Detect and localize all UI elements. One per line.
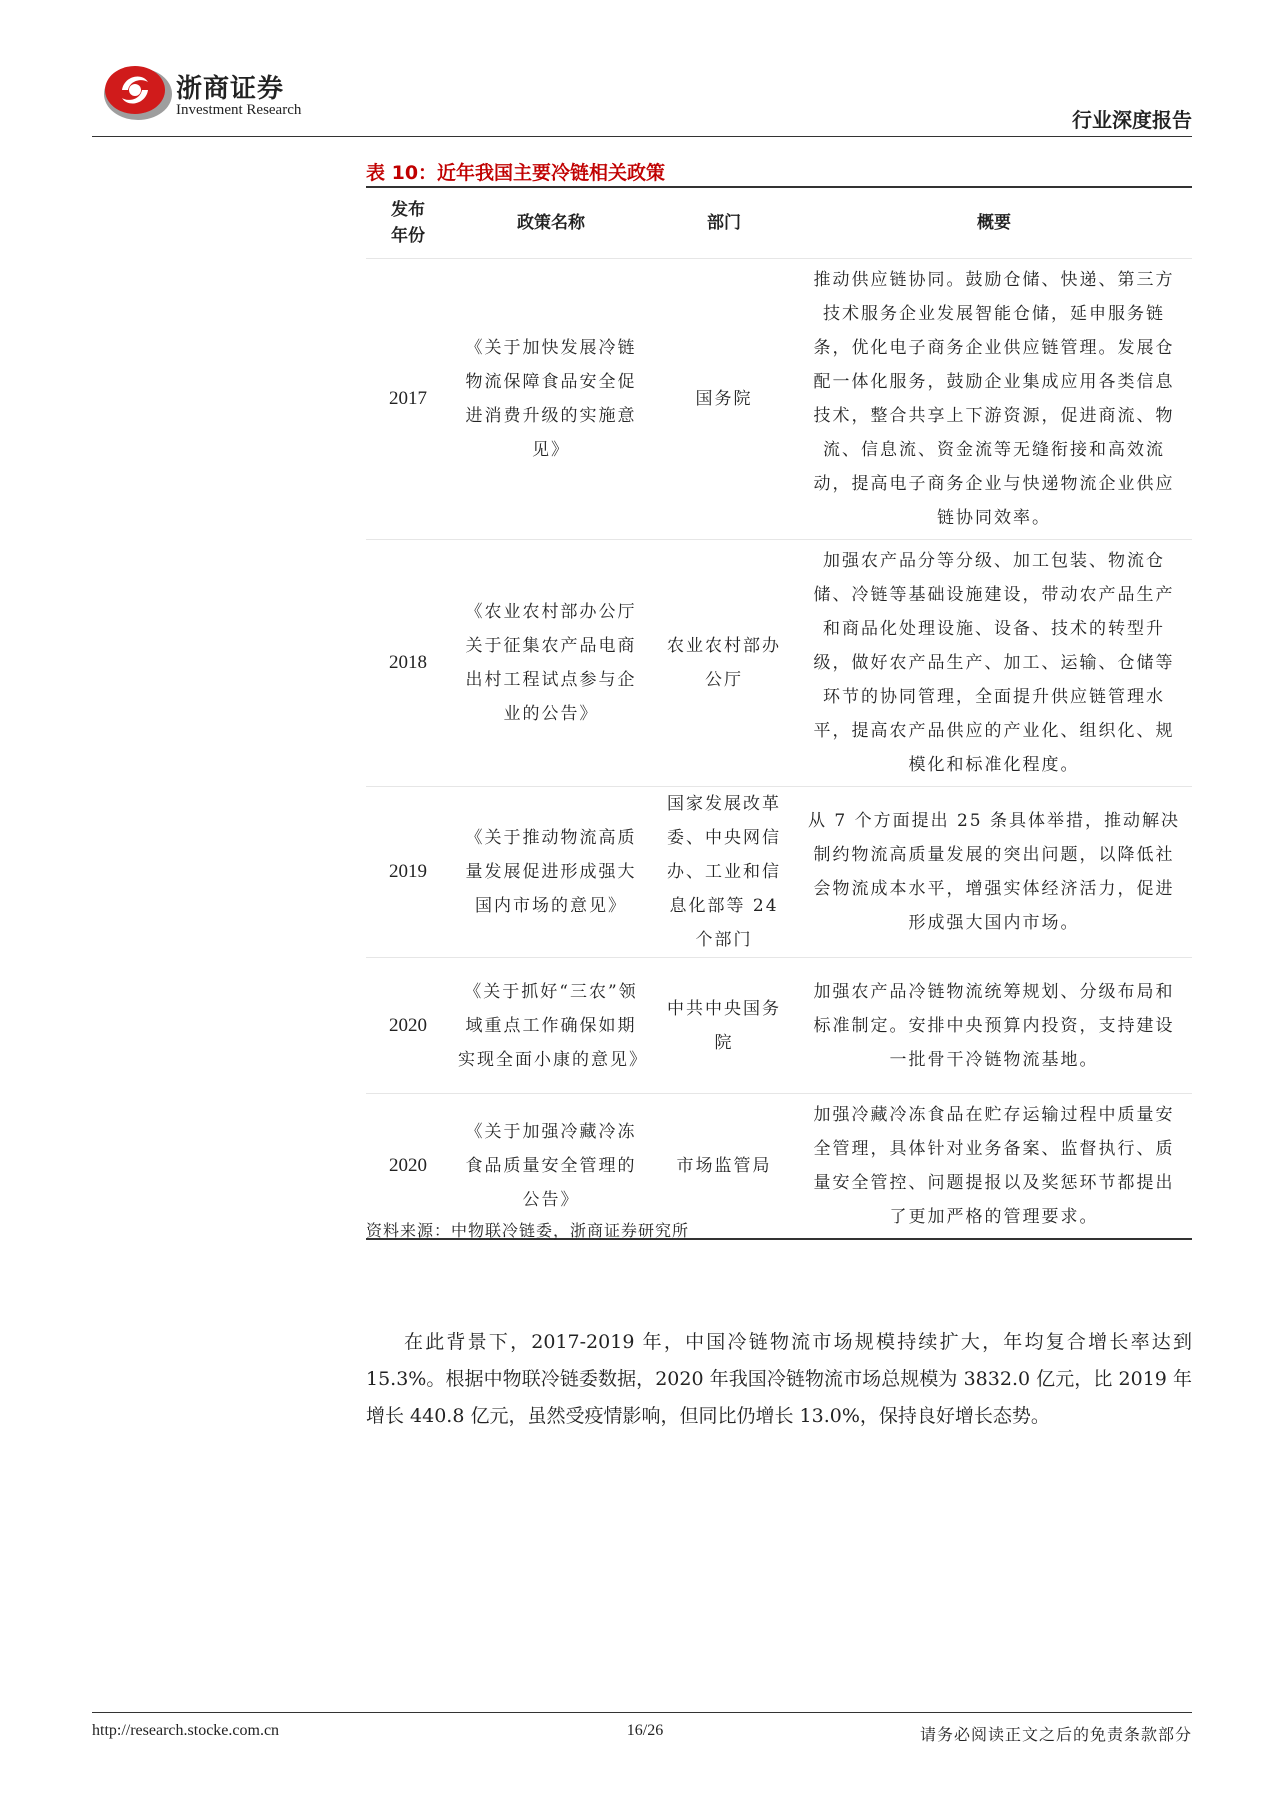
disclaimer-note: 请务必阅读正文之后的免责条款部分: [919, 1725, 1192, 1744]
table-row: [366, 540, 1192, 787]
cell-department: 中共中央国务院: [652, 958, 796, 1094]
footer-divider: [92, 1712, 1192, 1713]
footer-website-link[interactable]: http://research.stocke.com.cn: [92, 1722, 280, 1739]
cell-policy: 《关于加强冷藏冷冻食品质量安全管理的公告》: [450, 1094, 652, 1240]
cell-summary: 从 7 个方面提出 25 条具体举措，推动解决制约物流高质量发展的突出问题，以降低社会物流成本水平，增强实体经济活力，促进形成强大国内市场。: [796, 787, 1192, 958]
cell-year: 2020: [366, 958, 450, 1094]
report-type-label: 行业深度报告: [1072, 108, 1192, 132]
brand-name-cn: 浙商证券: [176, 74, 285, 104]
page-header: [92, 58, 1192, 136]
cell-year: 2017: [366, 259, 450, 540]
cell-year: 2019: [366, 787, 450, 958]
policy-table-container: [366, 186, 1192, 1240]
cell-summary: 加强农产品分等分级、加工包装、物流仓储、冷链等基础设施建设，带动农产品生产和商品化处理设施、设备、技术的转型升级，做好农产品生产、加工、运输、仓储等环节的协同管理，全面提升供应链管理水平，提高农产品供应的产业化、组织化、规模化和标准化程度。: [796, 540, 1192, 787]
table-header-row: [366, 187, 1192, 259]
cell-policy: 《关于抓好“三农”领域重点工作确保如期实现全面小康的意见》: [450, 958, 652, 1094]
cell-year: 2018: [366, 540, 450, 787]
column-header-summary: 概要: [977, 213, 1011, 233]
policy-table: [366, 186, 1192, 1240]
cell-policy: 《关于加快发展冷链物流保障食品安全促进消费升级的实施意见》: [450, 259, 652, 540]
cell-summary: 加强冷藏冷冻食品在贮存运输过程中质量安全管理，具体针对业务备案、监督执行、质量安全管控、问题提报以及奖惩环节都提出了更加严格的管理要求。: [796, 1094, 1192, 1240]
cell-department: 市场监管局: [652, 1094, 796, 1240]
table-source-note: 资料来源：中物联冷链委，浙商证券研究所: [366, 1221, 690, 1240]
column-header-year: 发布年份: [391, 200, 425, 246]
cell-summary: 加强农产品冷链物流统筹规划、分级布局和标准制定。安排中央预算内投资，支持建设一批骨干冷链物流基地。: [796, 958, 1192, 1094]
column-header-department: 部门: [707, 213, 741, 233]
cell-policy: 《关于推动物流高质量发展促进形成强大国内市场的意见》: [450, 787, 652, 958]
table-title: 表 10：近年我国主要冷链相关政策: [366, 162, 666, 184]
column-header-policy: 政策名称: [517, 213, 585, 233]
table-row: [366, 787, 1192, 958]
cell-policy: 《农业农村部办公厅关于征集农产品电商出村工程试点参与企业的公告》: [450, 540, 652, 787]
company-logo: [102, 60, 174, 122]
table-row: [366, 259, 1192, 540]
header-divider: [92, 136, 1192, 137]
cell-year: 2020: [366, 1094, 450, 1240]
cell-department: 国务院: [652, 259, 796, 540]
body-paragraph: 在此背景下，2017-2019 年，中国冷链物流市场规模持续扩大，年均复合增长率达到 15.3%。根据中物联冷链委数据，2020 年我国冷链物流市场总规模为 3832.0 亿元，比 2019 年增长 440.8 亿元，虽然受疫情影响，但同比仍增长 13.0%，保持良好增长态势。: [366, 1331, 1192, 1427]
brand-name-en: Investment Research: [176, 102, 302, 118]
page-number: 16/26: [626, 1722, 664, 1739]
cell-department: 国家发展改革委、中央网信办、工业和信息化部等 24 个部门: [652, 787, 796, 958]
cell-department: 农业农村部办公厅: [652, 540, 796, 787]
cell-summary: 推动供应链协同。鼓励仓储、快递、第三方技术服务企业发展智能仓储，延申服务链条，优化电子商务企业供应链管理。发展仓配一体化服务，鼓励企业集成应用各类信息技术，整合共享上下游资源，促进商流、物流、信息流、资金流等无缝衔接和高效流动，提高电子商务企业与快递物流企业供应链协同效率。: [796, 259, 1192, 540]
table-row: [366, 958, 1192, 1094]
